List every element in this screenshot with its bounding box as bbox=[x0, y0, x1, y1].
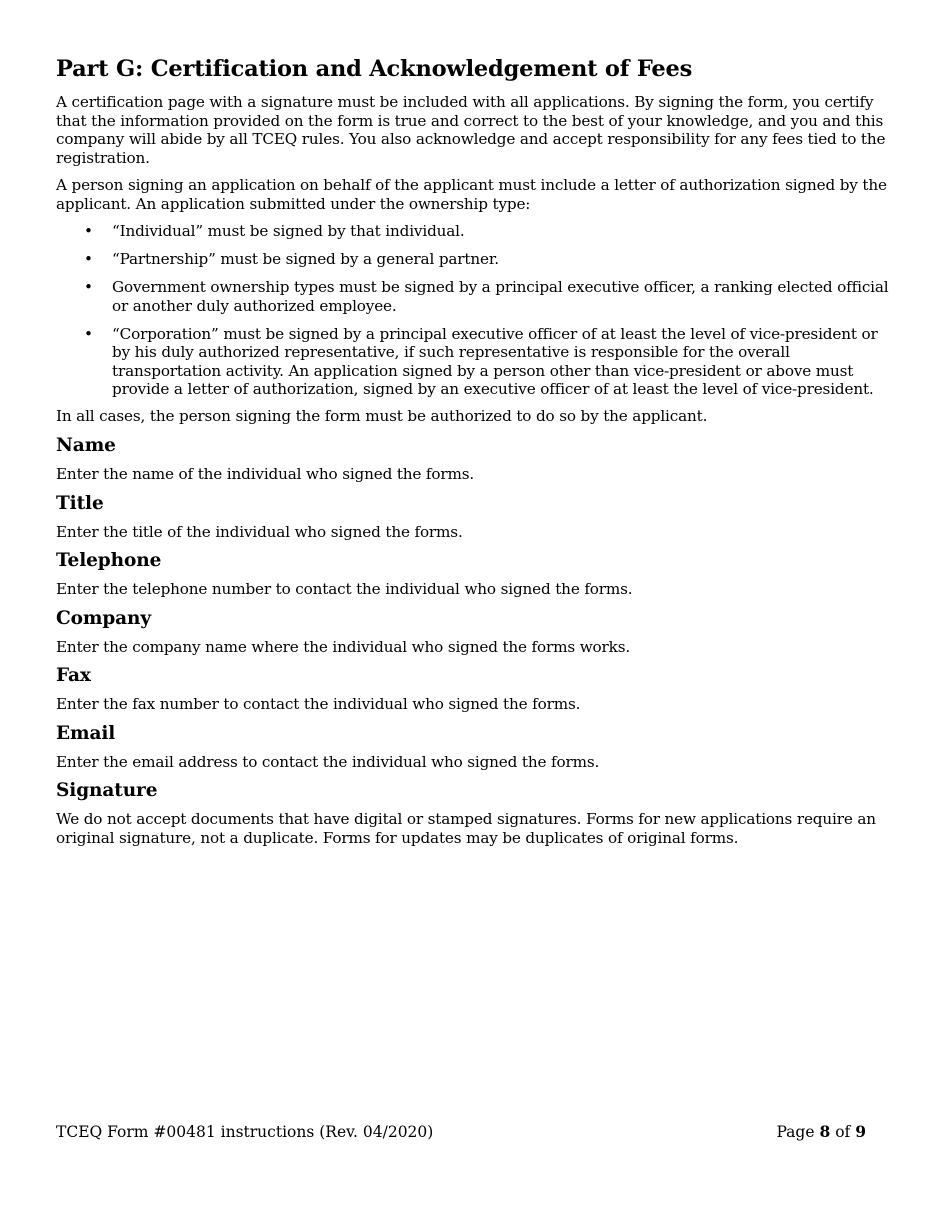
section-text: Enter the company name where the individual who signed the forms works. bbox=[56, 637, 631, 656]
section-company bbox=[56, 608, 894, 657]
list-item-text: “Corporation” must be signed by a principal executive officer of at least the level of vice-president or by his duly authorized representative, if such representative is responsible for the overall transportation activity. An application signed by a person other than vice-president or above must provide a letter of authorization, signed by an executive officer of at least the level of vice-president. bbox=[112, 324, 878, 398]
list-item bbox=[56, 278, 894, 315]
bullet-icon: • bbox=[84, 324, 93, 343]
section-fax bbox=[56, 665, 894, 714]
section-heading: Company bbox=[56, 607, 152, 629]
section-heading: Title bbox=[56, 492, 104, 514]
of-word: of bbox=[835, 1123, 851, 1141]
section-text: We do not accept documents that have digital or stamped signatures. Forms for new applications require an original signature, not a duplicate. Forms for updates may be duplicates of original forms. bbox=[56, 810, 876, 847]
list-item-text: Government ownership types must be signed by a principal executive officer, a ranking elected official or another duly authorized employee. bbox=[112, 278, 889, 315]
list-item bbox=[56, 250, 894, 269]
bullet-icon: • bbox=[84, 250, 93, 268]
section-text: Enter the fax number to contact the individual who signed the forms. bbox=[56, 695, 581, 713]
list-item-text: “Partnership” must be signed by a general partner. bbox=[112, 250, 499, 268]
section-heading: Telephone bbox=[56, 550, 162, 571]
list-item-text: “Individual” must be signed by that individual. bbox=[112, 222, 465, 240]
intro-paragraph: A certification page with a signature must be included with all applications. By signing the form, you certify that the information provided on the form is true and correct to the best of your knowledge, and you and this company will abide by all TCEQ rules. You also acknowledge and accept responsibility for any fees tied to the registration. bbox=[56, 93, 886, 167]
section-telephone bbox=[56, 550, 894, 599]
section-text: Enter the email address to contact the individual who signed the forms. bbox=[56, 752, 600, 771]
section-heading: Fax bbox=[56, 665, 91, 686]
page-word: Page bbox=[776, 1123, 815, 1141]
page-number bbox=[776, 1122, 866, 1142]
bullet-icon: • bbox=[84, 222, 93, 240]
section-signature bbox=[56, 780, 894, 847]
list-item bbox=[56, 325, 894, 399]
section-text: Enter the title of the individual who signed the forms. bbox=[56, 522, 463, 541]
page-total: 9 bbox=[855, 1122, 866, 1141]
bullet-icon: • bbox=[84, 278, 93, 296]
section-name bbox=[56, 435, 894, 484]
section-title bbox=[56, 493, 894, 542]
page-current: 8 bbox=[819, 1122, 831, 1141]
section-text: Enter the telephone number to contact the individual who signed the forms. bbox=[56, 580, 633, 598]
section-text: Enter the name of the individual who signed the forms. bbox=[56, 465, 475, 483]
section-heading: Signature bbox=[56, 780, 158, 801]
section-heading: Name bbox=[56, 435, 116, 456]
document-page bbox=[56, 54, 894, 856]
closing-paragraph: In all cases, the person signing the form must be authorized to do so by the applicant. bbox=[56, 406, 708, 425]
section-heading: Email bbox=[56, 722, 116, 744]
list-item bbox=[56, 222, 894, 241]
page-title: Part G: Certification and Acknowledgement of Fees bbox=[56, 56, 693, 82]
section-email bbox=[56, 723, 894, 772]
intro-paragraph: A person signing an application on behalf of the applicant must include a letter of authorization signed by the applicant. An application submitted under the ownership type: bbox=[56, 176, 887, 213]
form-label: TCEQ Form #00481 instructions (Rev. 04/2020) bbox=[56, 1123, 434, 1141]
ownership-type-list bbox=[56, 222, 894, 399]
